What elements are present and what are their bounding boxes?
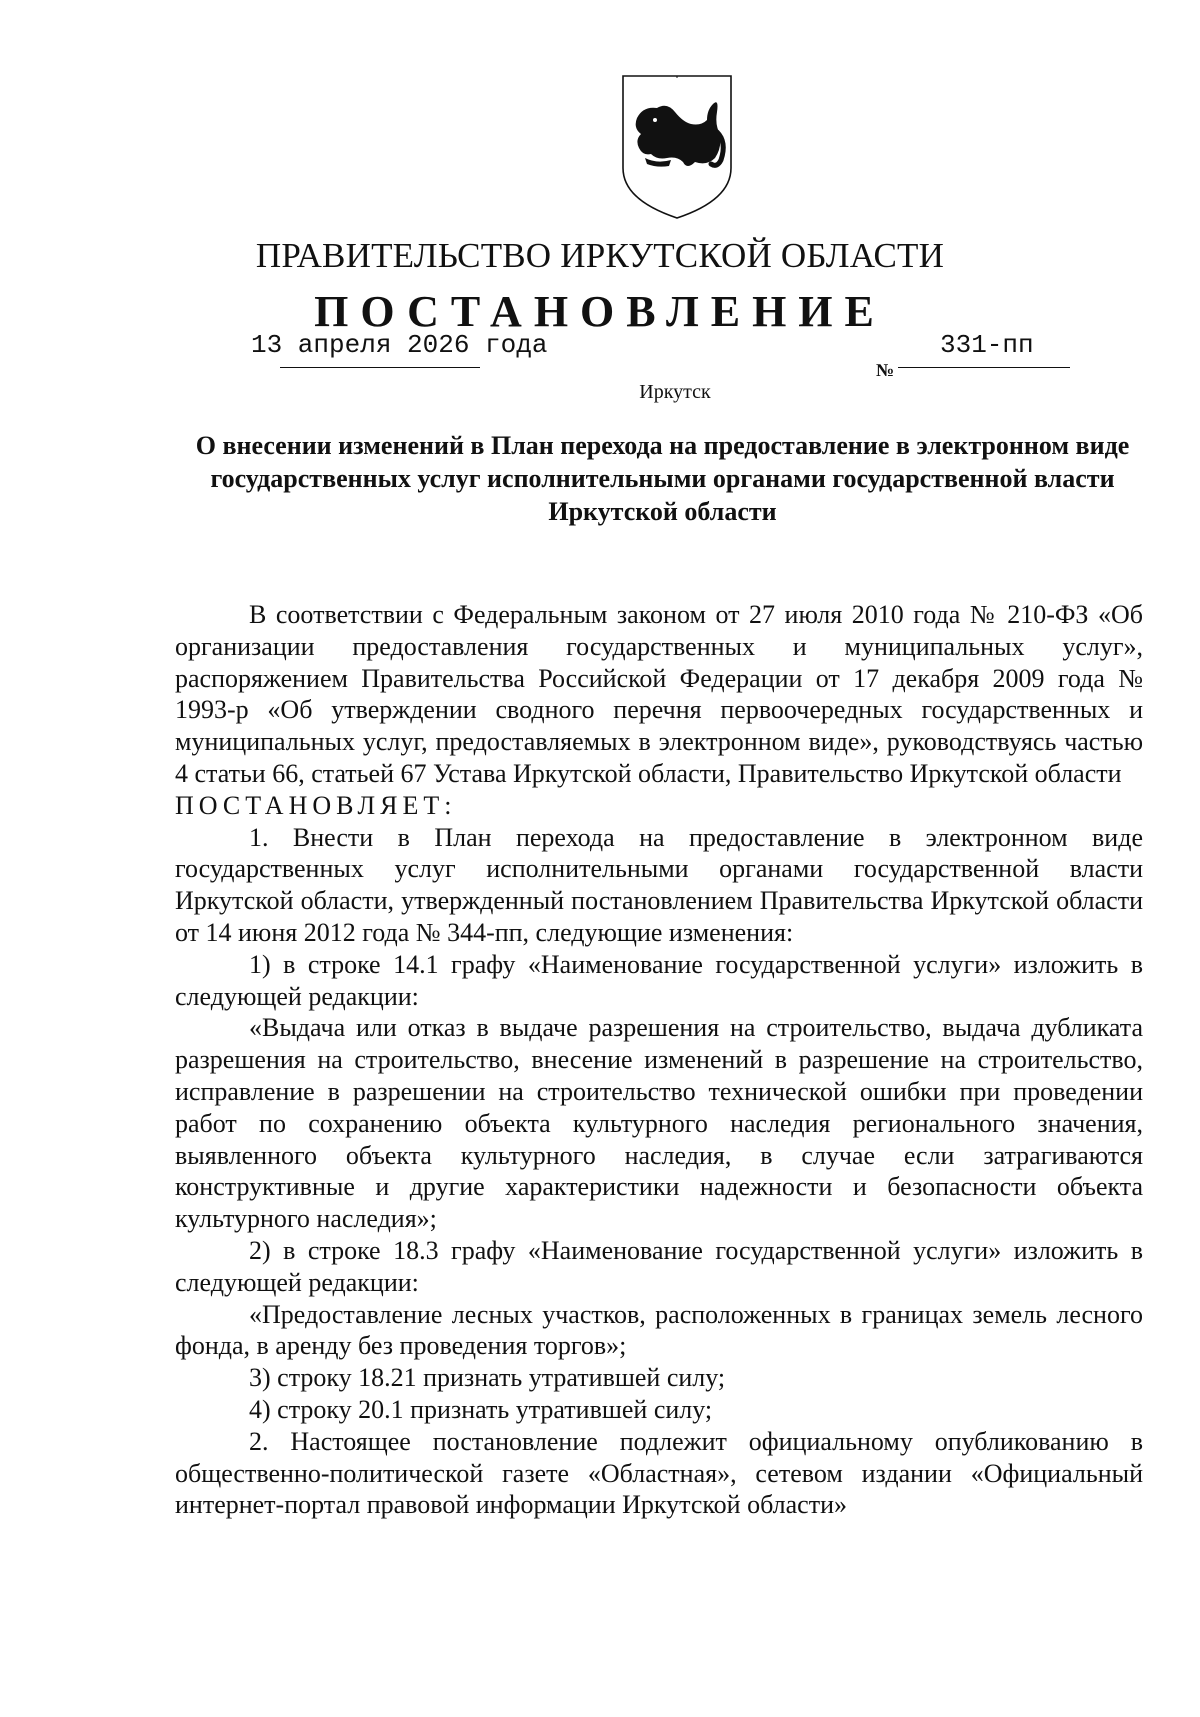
preamble-paragraph: В соответствии с Федеральным законом от 27 июля 2010 года № 210-ФЗ «Об организации предоставления государственных и муниципальных услуг», распоряжением Правительства Российской Федерации от 17 декабря 2009 года № 1993-р «Об утверждении сводного перечня первоочередных государственных и муниципальных услуг, предоставляемых в электронном виде», руководствуясь частью 4 статьи 66, статьей 67 Устава Иркутской области, Правительство Иркутской области <box>175 600 1143 788</box>
item-1-3: 3) строку 18.21 признать утратившей силу; <box>249 1363 726 1393</box>
number-sign: № <box>876 360 895 380</box>
document-subject: О внесении изменений в План перехода на предоставление в электронном виде государственных услуг исполнительными органами государственной власти Иркутской области <box>195 431 1130 526</box>
document-number: 331-пп <box>940 330 1034 360</box>
item-2: 2. Настоящее постановление подлежит официальному опубликованию в общественно-политической газете «Областная», сетевом издании «Официальный интернет-портал правовой информации Иркутской области» <box>175 1426 1143 1520</box>
date-underline <box>280 367 480 368</box>
number-underline <box>898 367 1070 368</box>
document-type: ПОСТАНОВЛЕНИЕ <box>314 287 886 336</box>
item-1-4: 4) строку 20.1 признать утратившей силу; <box>249 1394 713 1424</box>
item-1: 1. Внести в План перехода на предоставление в электронном виде государственных услуг исполнительными органами государственной власти Иркутской области, утвержденный постановлением Правительства Иркутской области от 14 июня 2012 года № 344-пп, следующие изменения: <box>175 822 1143 947</box>
document-body <box>175 599 1143 1521</box>
coat-of-arms-icon <box>617 72 737 222</box>
issue-city: Иркутск <box>639 381 711 403</box>
document-date: 13 апреля 2026 года <box>251 330 548 360</box>
item-1-2-text: «Предоставление лесных участков, расположенных в границах земель лесного фонда, в аренду без проведения торгов»; <box>175 1299 1143 1361</box>
item-1-1: 1) в строке 14.1 графу «Наименование государственной услуги» изложить в следующей редакции: <box>175 949 1143 1011</box>
item-1-2: 2) в строке 18.3 графу «Наименование государственной услуги» изложить в следующей редакции: <box>175 1235 1143 1297</box>
item-1-1-text: «Выдача или отказ в выдаче разрешения на строительство, выдача дубликата разрешения на строительство, внесение изменений в разрешение на строительство, исправление в разрешении на строительство технической ошибки при проведении работ по сохранению объекта культурного наследия регионального значения, выявленного объекта культурного наследия, в случае если затрагиваются конструктивные и другие характеристики надежности и безопасности объекта культурного наследия»; <box>175 1013 1143 1234</box>
resolves-heading: ПОСТАНОВЛЯЕТ: <box>175 790 457 820</box>
government-title: ПРАВИТЕЛЬСТВО ИРКУТСКОЙ ОБЛАСТИ <box>255 236 945 275</box>
